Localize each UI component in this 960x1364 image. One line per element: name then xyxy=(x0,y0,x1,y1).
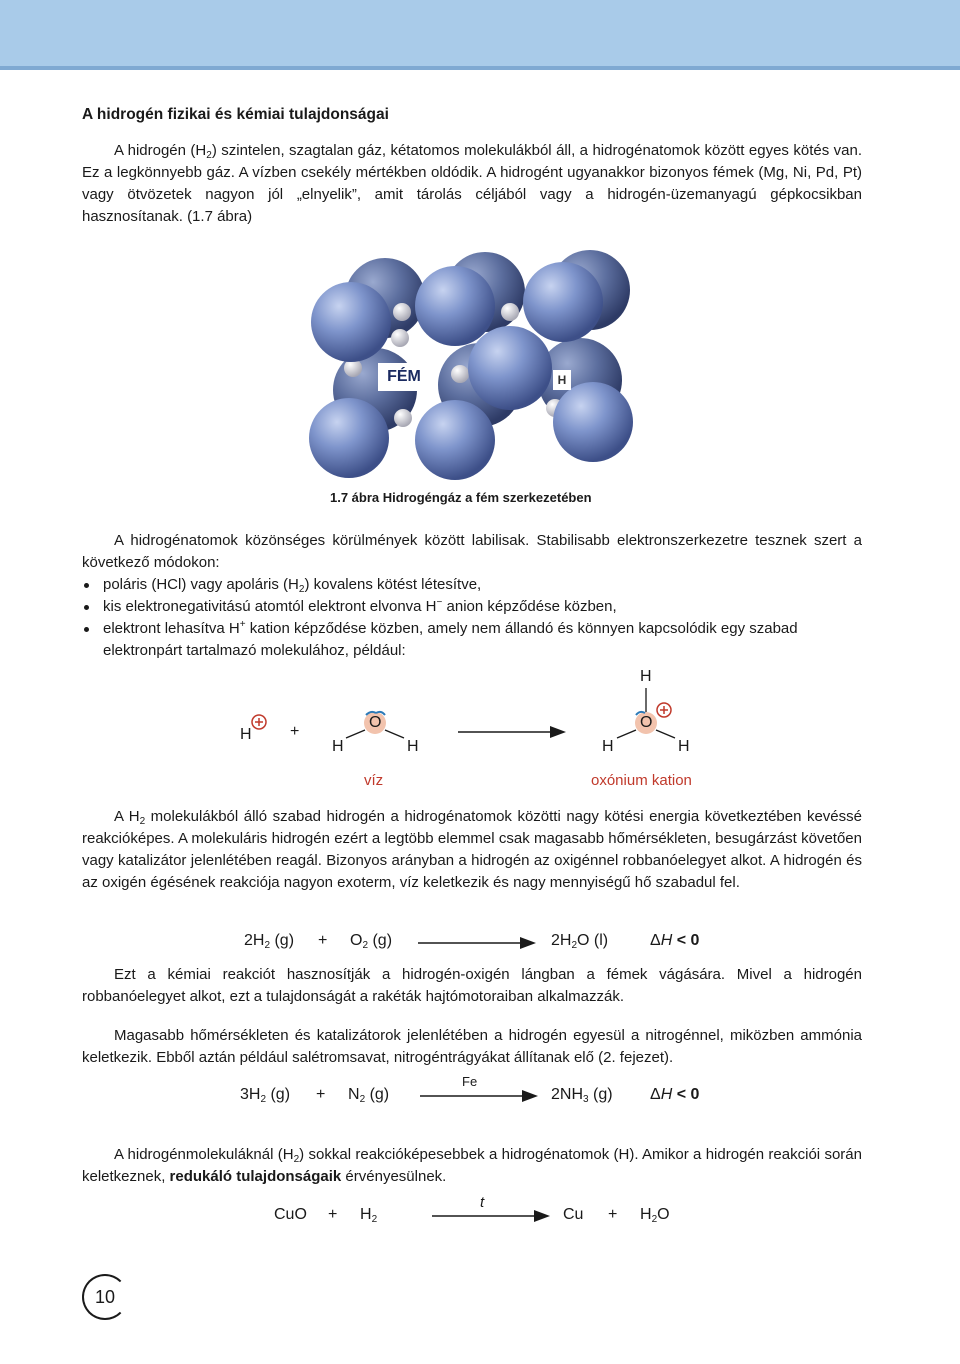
eq3-plus-2: + xyxy=(608,1206,618,1223)
ammonia-paragraph xyxy=(82,1025,862,1069)
bullet2-text-a: kis elektronegativitású atomtól elektront elvonva H xyxy=(103,598,437,615)
bullet3-sup: + xyxy=(239,619,246,630)
list-item xyxy=(82,618,862,662)
metal-label: FÉM xyxy=(378,363,430,391)
combustion-equation xyxy=(0,930,960,958)
flame-paragraph xyxy=(82,964,862,1008)
hydrogen-label: H xyxy=(553,370,571,390)
eq2-plus: + xyxy=(316,1086,326,1103)
oxonium-hydrogen-top: H xyxy=(640,668,652,685)
reducing-paragraph xyxy=(82,1144,862,1188)
bullet1-text-a: poláris (HCl) vagy apoláris (H xyxy=(103,576,299,593)
water-label: víz xyxy=(364,772,384,789)
ammonia-equation xyxy=(0,1074,960,1114)
bullet1-text-b: ) kovalens kötést létesítve, xyxy=(304,576,482,593)
eq1-reactant-1: $2H_2$ (g) xyxy=(244,932,295,951)
water-oxygen: O xyxy=(369,714,382,731)
oxonium-reaction xyxy=(0,660,960,800)
eq1-product: $2H_2O$ (l) xyxy=(551,932,609,951)
eq3-condition: t xyxy=(480,1194,485,1211)
stability-paragraph xyxy=(82,530,862,574)
eq3-plus: + xyxy=(328,1206,338,1223)
reducing-bold: redukáló tulajdonságaik xyxy=(169,1168,342,1185)
eq2-reactant-2: $N_2$ (g) xyxy=(348,1086,390,1105)
ammonia-text: Magasabb hőmérsékleten és katalizátorok jelenlétében a hidrogén egyesül a nitrogénnel, miközben ammónia keletkezik. Ebből aztán például salétromsavat, nitrogéntrágyákat állítanak elő (2. fejezet). xyxy=(82,1027,862,1066)
bullet3-text-b: kation képződése közben, amely nem állandó és könnyen kapcsolódik egy szabad elektronpárt tartalmazó molekulához, például: xyxy=(103,620,798,659)
eq2-reactant-1: $3H_2$ (g) xyxy=(240,1086,291,1105)
header-band xyxy=(0,0,960,66)
eq1-enthalpy: ΔH < 0 xyxy=(650,932,700,949)
eq1-arrow xyxy=(418,935,538,951)
metal-lattice-illustration xyxy=(305,250,635,480)
bullet3-text-a: elektront lehasítva H xyxy=(103,620,240,637)
reducing-sub: 2 xyxy=(293,1154,300,1165)
reduction-equation xyxy=(0,1194,960,1234)
list-item xyxy=(82,596,862,618)
reactivity-text-b: molekulákból álló szabad hidrogén a hidrogénatomok közötti nagy kötési energia következtében kevéssé reakcióképes. A molekuláris hidrogén ezért a legtöbb elemmel csak magasabb hőmérsékleten, besugárzást követően vagy katalizátor jelenlétében reagál. Bizonyos arányban a hidrogén az oxigénnel robbanóelegyet alkot. A hidrogén és az oxigén égésének reakciója nagyon exoterm, víz keletkezik és nagy mennyiségű hő szabadul fel. xyxy=(82,808,862,891)
oxonium-reaction-graphics xyxy=(0,660,960,800)
reactivity-sub: 2 xyxy=(139,816,146,827)
plus-sign: + xyxy=(290,723,300,740)
eq2-product: $2NH_3$ (g) xyxy=(551,1086,613,1105)
reducing-text-b: ) sokkal reakcióképesebbek a hidrogénatomok (H). Amikor a hidrogén reakciói során keletkeznek, xyxy=(82,1146,862,1185)
stability-list xyxy=(82,574,862,662)
header-band-line xyxy=(0,66,960,70)
metal-lattice-figure xyxy=(305,250,635,480)
flame-text: Ezt a kémiai reakciót hasznosítják a hidrogén-oxigén lángban a fémek vágására. Mivel a hidrogén robbanóelegyet alkot, ezt a tulajdonságát a rakéták hajtómotoraiban alkalmazzák. xyxy=(82,966,862,1005)
reducing-text-a: A hidrogénmolekuláknál (H xyxy=(114,1146,294,1163)
eq1-plus: + xyxy=(318,932,328,949)
eq3-reactant-1: CuO xyxy=(274,1206,307,1223)
water-hydrogen-right: H xyxy=(407,738,419,755)
bullet2-sup: − xyxy=(436,597,443,608)
oxonium-hydrogen-right: H xyxy=(678,738,690,755)
section-title: A hidrogén fizikai és kémiai tulajdonságai xyxy=(82,106,389,123)
eq2-arrow xyxy=(420,1088,540,1104)
page-number: 10 xyxy=(95,1287,116,1307)
eq1-reactant-2: $O_2$ (g) xyxy=(350,932,393,951)
intro-sub: 2 xyxy=(206,150,212,161)
eq2-enthalpy: ΔH < 0 xyxy=(650,1086,700,1103)
reactivity-paragraph xyxy=(82,806,862,894)
figure-caption: 1.7 ábra Hidrogéngáz a fém szerkezetében xyxy=(330,490,592,505)
eq3-product-2: $H_2O$ xyxy=(640,1206,670,1225)
intro-text-a: A hidrogén (H xyxy=(114,142,207,159)
proton-symbol: H xyxy=(240,726,252,743)
stability-text: A hidrogénatomok közönséges körülmények között labilisak. Stabilisabb elektronszerkezetre tesznek szert a következő módokon: xyxy=(82,532,862,571)
intro-text-b: ) szintelen, szagtalan gáz, kétatomos molekulákból áll, a hidrogénatomok között egyes kötés van. Ez a legkönnyebb gáz. A vízben csekély mértékben oldódik. A hidrogént ugyanakkor bizonyos fémek (Mg, Ni, Pd, Pt) vagy ötvözetek nagyon jól „elnyelik”, amit tárolás céljából vagy a hidrogén-üzemanyagú gépkocsikban hasznosítanak. (1.7 ábra) xyxy=(82,142,862,225)
list-item xyxy=(82,574,862,596)
eq3-reactant-2: $H_2$ xyxy=(360,1206,378,1225)
eq3-arrow xyxy=(432,1208,552,1224)
oxonium-hydrogen-left: H xyxy=(602,738,614,755)
reducing-text-c: érvényesülnek. xyxy=(341,1168,447,1185)
oxonium-label: oxónium kation xyxy=(591,772,692,789)
eq3-product-1: Cu xyxy=(563,1206,584,1223)
reactivity-text-a: A H xyxy=(114,808,140,825)
bullet1-sub: 2 xyxy=(298,584,305,595)
eq2-catalyst: Fe xyxy=(462,1074,478,1089)
bullet2-text-b: anion képződése közben, xyxy=(442,598,617,615)
oxonium-oxygen: O xyxy=(640,714,653,731)
water-hydrogen-left: H xyxy=(332,738,344,755)
intro-paragraph xyxy=(82,140,862,228)
